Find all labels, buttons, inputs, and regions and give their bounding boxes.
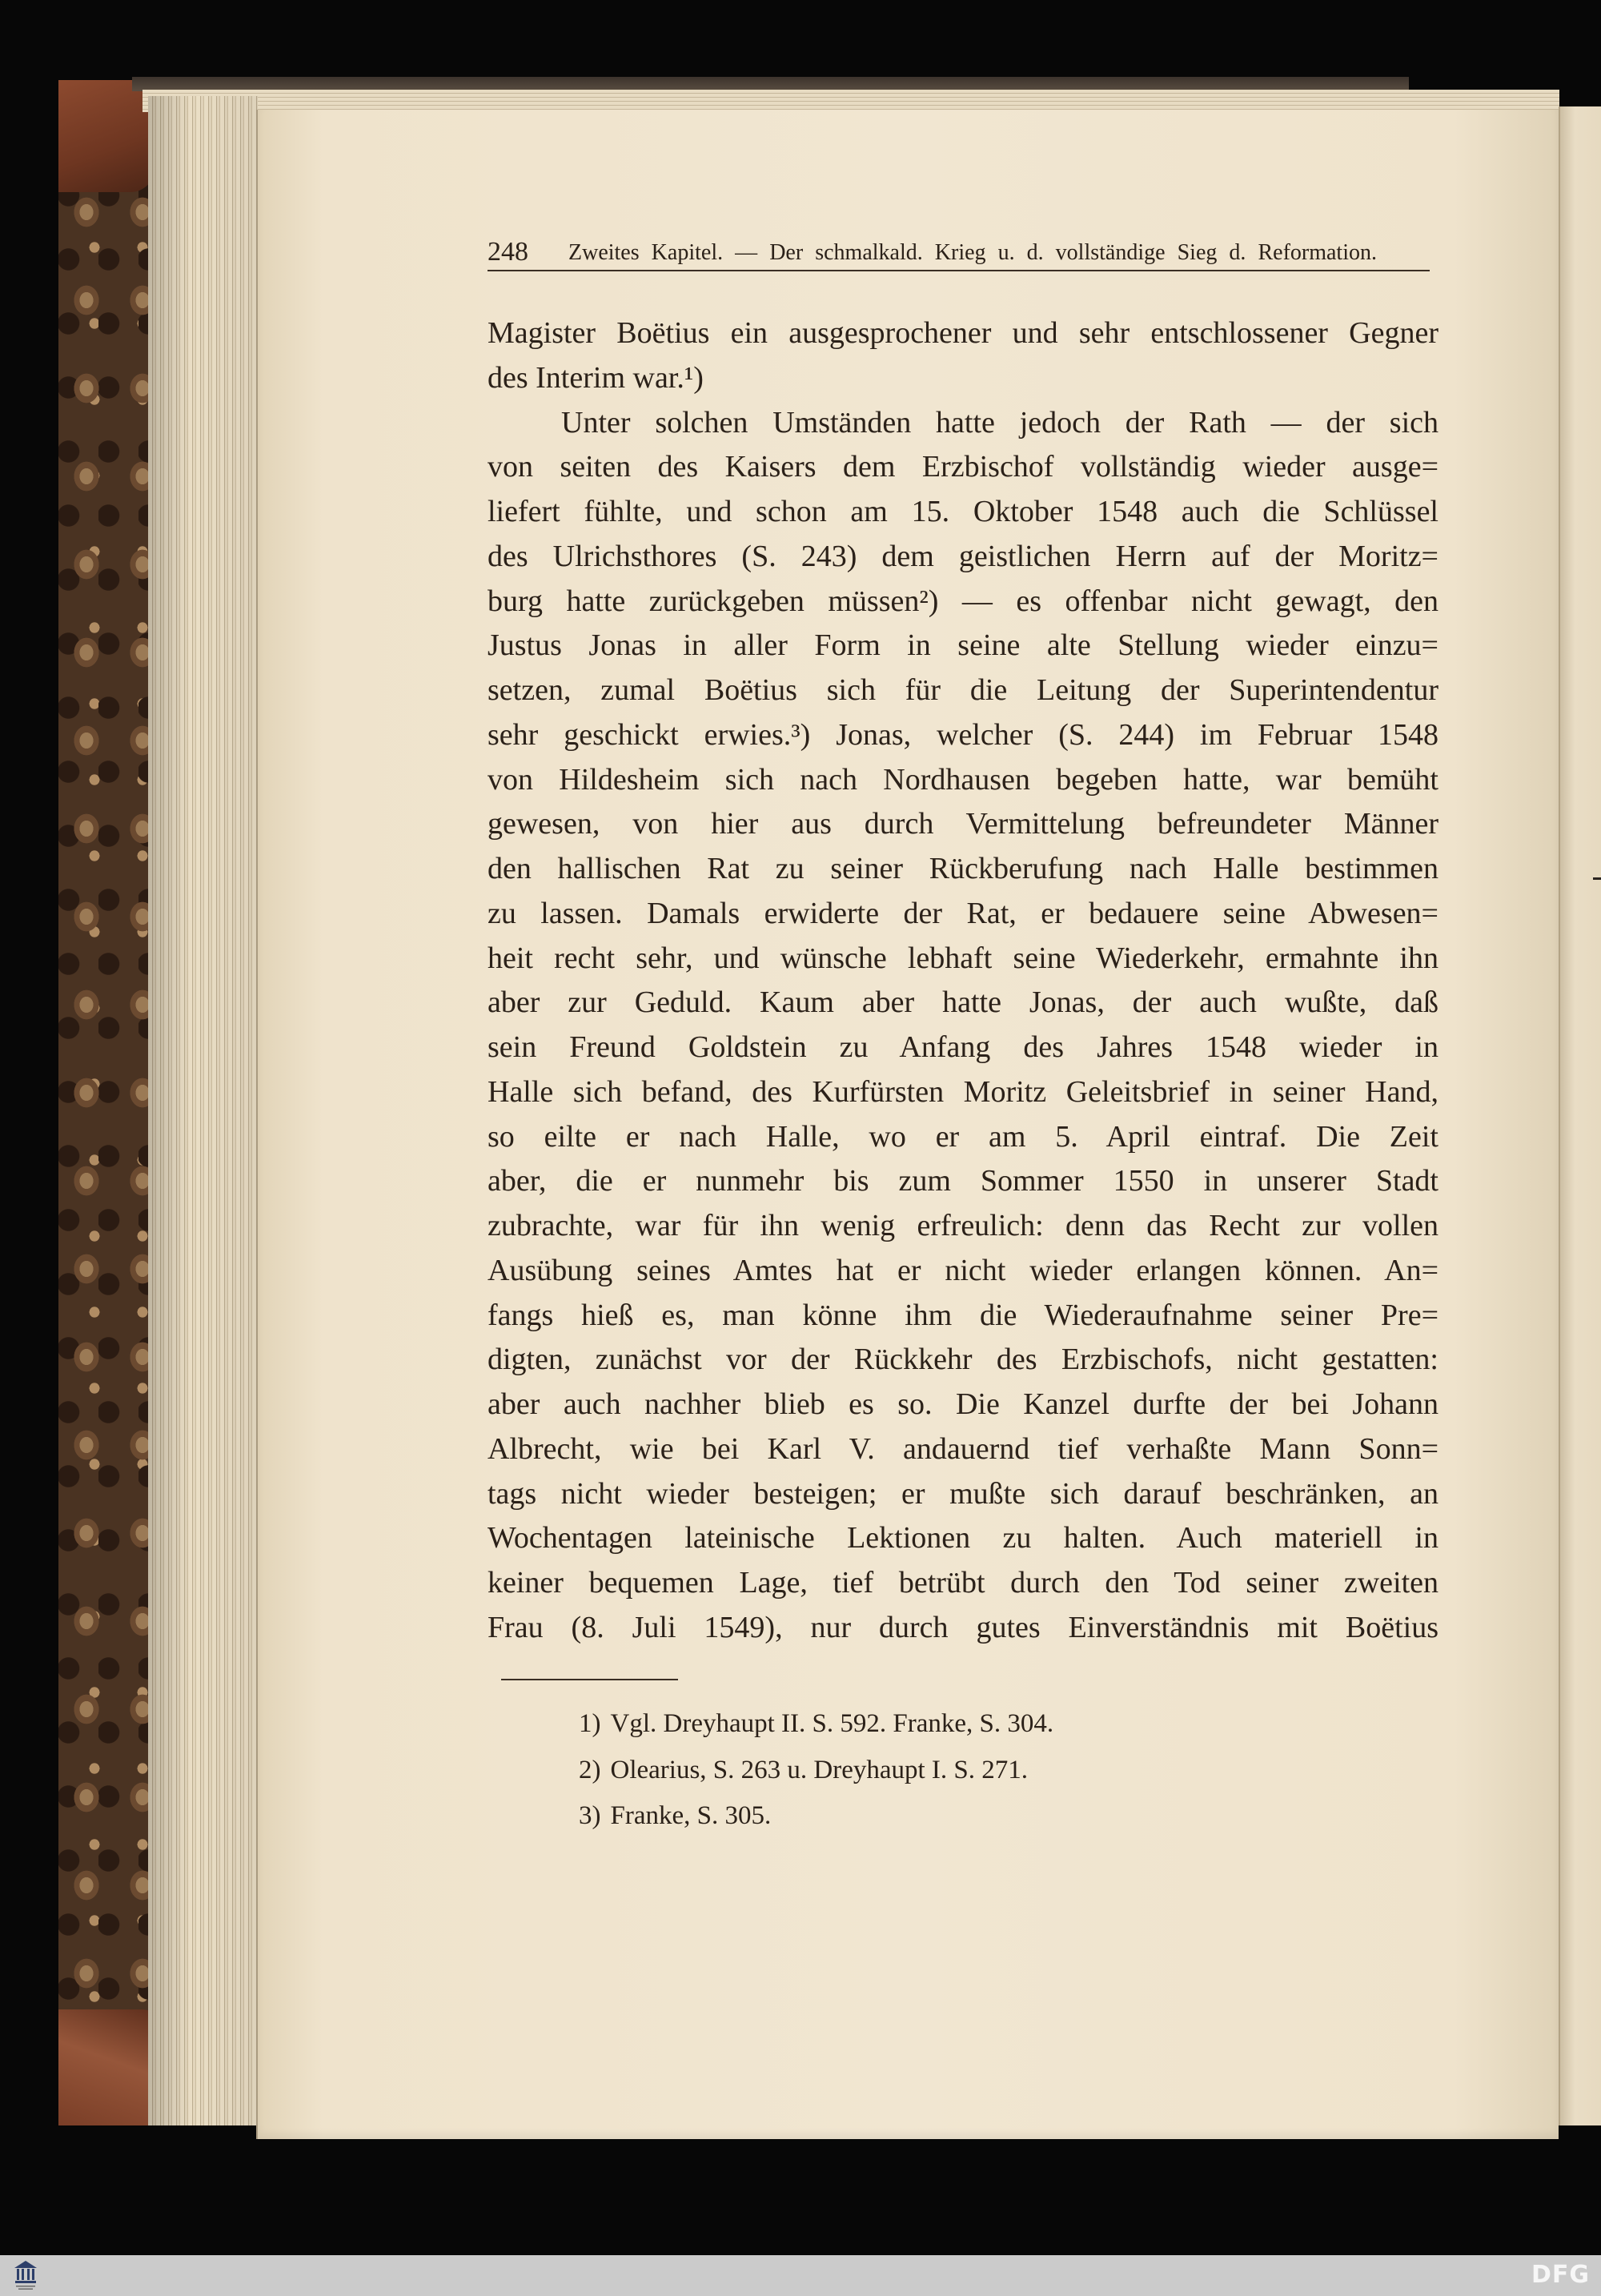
text-line: Albrecht, wie bei Karl V. andauernd tief verhaßte Mann Sonn=: [488, 1431, 1438, 1466]
header-rule: [488, 270, 1430, 271]
text-line: des Interim war.¹): [488, 360, 704, 395]
marbled-cover-edge: [58, 80, 150, 2125]
text-line: von seiten des Kaisers dem Erzbischof vollständig wieder ausge=: [488, 450, 1438, 484]
footnote-rule: [501, 1679, 678, 1680]
text-line: gewesen, von hier aus durch Vermittelung befreundeter Männer: [488, 807, 1438, 841]
page-stack-side-edges: [148, 96, 258, 2125]
text-line: aber, die er nunmehr bis zum Sommer 1550 in unserer Stadt: [488, 1164, 1438, 1198]
footnotes: [579, 1701, 1379, 1840]
footnote: [579, 1701, 1379, 1748]
footnote-text: Franke, S. 305.: [610, 1801, 772, 1830]
text-line: setzen, zumal Boëtius sich für die Leitung der Superintendentur: [488, 673, 1438, 707]
footnote-text: Vgl. Dreyhaupt II. S. 592. Franke, S. 304.: [610, 1709, 1054, 1738]
text-line: Justus Jonas in aller Form in seine alte Stellung wieder einzu=: [488, 628, 1438, 663]
page-number: 248: [488, 237, 528, 267]
text-line: sein Freund Goldstein zu Anfang des Jahres 1548 wieder in: [488, 1030, 1438, 1064]
footnote-marker: 2): [579, 1755, 601, 1784]
text-line: burg hatte zurückgeben müssen²) — es offenbar nicht gewagt, den: [488, 584, 1438, 618]
text-line: des Ulrichsthores (S. 243) dem geistlichen Herrn auf der Moritz=: [488, 539, 1438, 573]
text-line: liefert fühlte, und schon am 15. Oktober 1548 auch die Schlüssel: [488, 495, 1438, 528]
footnote-marker: 1): [579, 1709, 601, 1738]
text-line: Magister Boëtius ein ausgesprochener und sehr entschlossener Gegner: [488, 316, 1438, 350]
text-line: den hallischen Rat zu seiner Rückberufung nach Halle bestimmen: [488, 852, 1438, 885]
edge-mark: [1593, 877, 1601, 880]
text-line: Frau (8. Juli 1549), nur durch gutes Einverständnis mit Boëtius: [488, 1610, 1438, 1644]
text-line: tags nicht wieder besteigen; er mußte sich darauf beschränken, an: [488, 1476, 1438, 1511]
text-line: Ausübung seines Amtes hat er nicht wieder erlangen können. An=: [488, 1253, 1438, 1287]
footnote-marker: 3): [579, 1801, 601, 1830]
text-line: zubrachte, war für ihn wenig erfreulich: denn das Recht zur vollen: [488, 1209, 1438, 1242]
text-line: aber auch nachher blieb es so. Die Kanzel durfte der bei Johann: [488, 1387, 1438, 1421]
page-stack-top-edge: [142, 90, 1559, 112]
running-title: Zweites Kapitel. — Der schmalkald. Krieg u. d. vollständige Sieg d. Reformation.: [568, 240, 1377, 265]
text-line: so eilte er nach Halle, wo er am 5. April eintraf. Die Zeit: [488, 1119, 1438, 1154]
library-logo-icon: [13, 2259, 38, 2291]
text-line: Unter solchen Umständen hatte jedoch der Rath — der sich: [561, 405, 1438, 440]
text-line: Halle sich befand, des Kurfürsten Moritz Geleitsbrief in seiner Hand,: [488, 1074, 1438, 1109]
text-line: zu lassen. Damals erwiderte der Rat, er bedauere seine Abwesen=: [488, 896, 1438, 930]
footnote: [579, 1793, 1379, 1840]
text-line: sehr geschickt erwies.³) Jonas, welcher (S. 244) im Februar 1548: [488, 717, 1438, 752]
leather-corner-top: [58, 80, 154, 192]
text-line: von Hildesheim sich nach Nordhausen begeben hatte, war bemüht: [488, 762, 1438, 797]
adjacent-page-edge: [1559, 106, 1601, 2125]
body-text: [488, 311, 1438, 1651]
text-line: Wochentagen lateinische Lektionen zu halten. Auch materiell in: [488, 1521, 1438, 1555]
text-line: digten, zunächst vor der Rückkehr des Erzbischofs, nicht gestatten:: [488, 1343, 1438, 1377]
viewer-footer-bar: [0, 2255, 1601, 2296]
footnote-text: Olearius, S. 263 u. Dreyhaupt I. S. 271.: [610, 1755, 1029, 1784]
leather-corner-bottom: [58, 2009, 163, 2125]
footnote: [579, 1748, 1379, 1794]
dfg-logo: DFG: [1531, 2261, 1590, 2289]
text-line: aber zur Geduld. Kaum aber hatte Jonas, der auch wußte, daß: [488, 985, 1438, 1020]
text-line: fangs hieß es, man könne ihm die Wiederaufnahme seiner Pre=: [488, 1298, 1438, 1332]
text-line: keiner bequemen Lage, tief betrübt durch den Tod seiner zweiten: [488, 1566, 1438, 1600]
text-line: heit recht sehr, und wünsche lebhaft seine Wiederkehr, ermahnte ihn: [488, 941, 1438, 975]
